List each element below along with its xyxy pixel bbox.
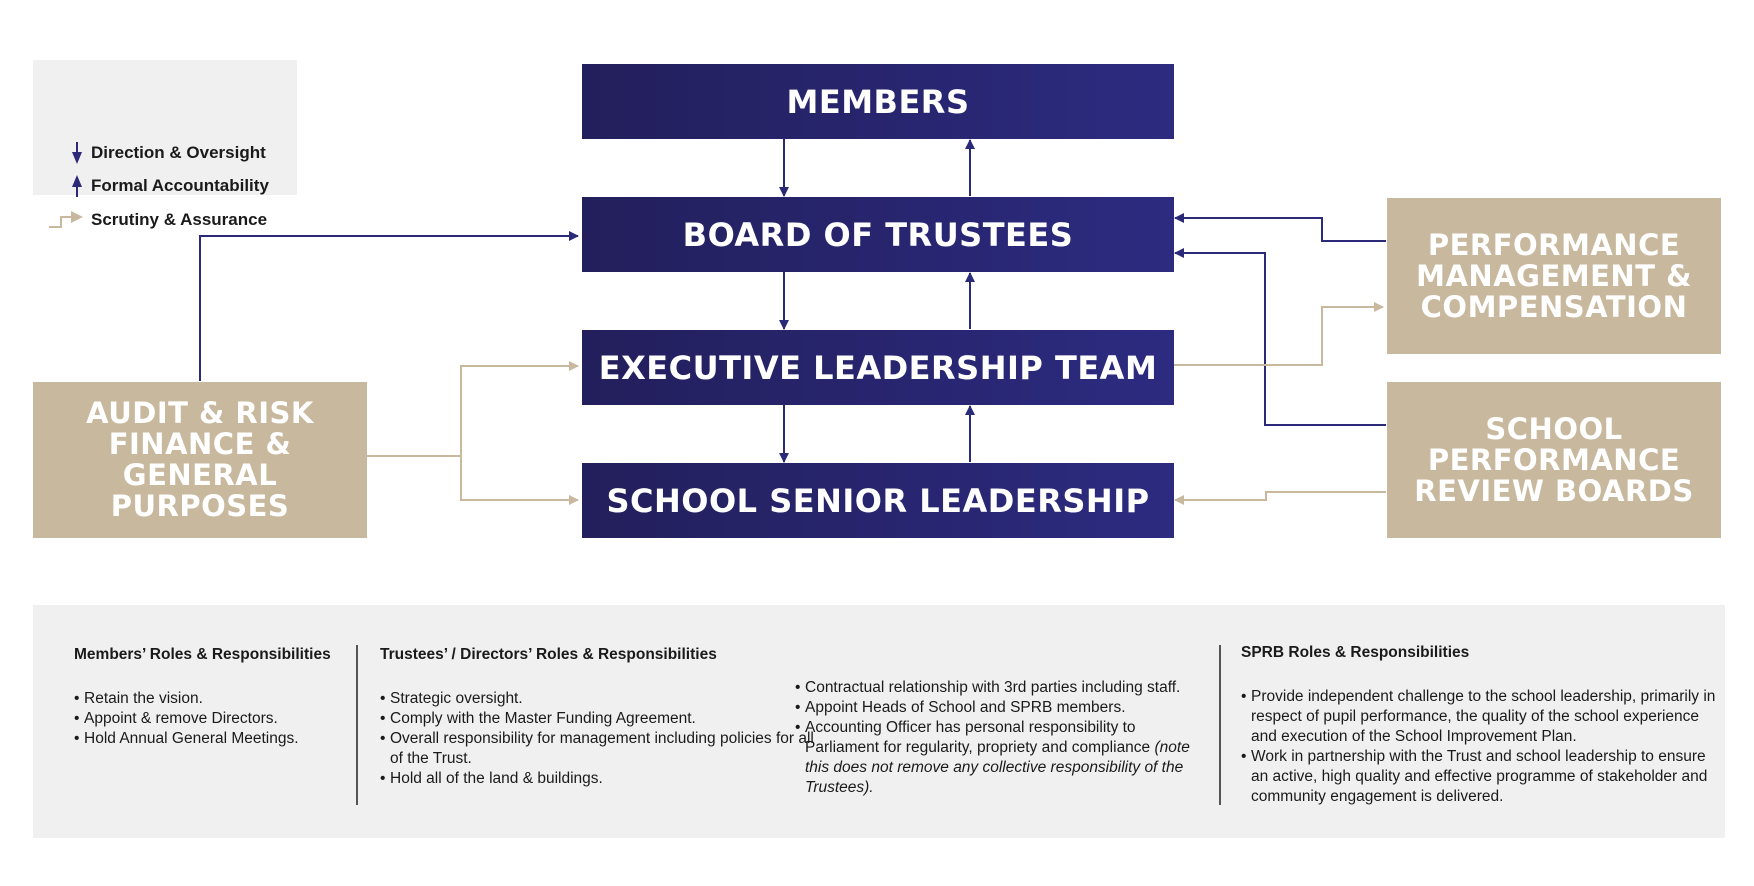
list-item: • Appoint Heads of School and SPRB members. [795, 698, 1205, 718]
trustees-roles-continued [795, 678, 1205, 798]
list-item: • Hold all of the land & buildings. [380, 769, 820, 789]
trustees-roles-title: Trustees’ / Directors’ Roles & Responsibilities [380, 646, 717, 663]
arrow-up-icon [47, 173, 87, 199]
members-roles [74, 645, 344, 749]
audit-to-elt-arrow [367, 366, 578, 456]
members-roles-title: Members’ Roles & Responsibilities [74, 646, 331, 663]
roles-panel [33, 605, 1725, 838]
audit-to-ssl-arrow [461, 456, 578, 500]
list-item: • Strategic oversight. [380, 689, 820, 709]
trustees-roles-list-right [795, 678, 1205, 798]
legend [33, 60, 297, 229]
legend-item-accountability [33, 174, 297, 198]
elt-label: EXECUTIVE LEADERSHIP TEAM [598, 348, 1158, 387]
sprb-to-trustees-arrow [1175, 253, 1386, 425]
members-box [582, 64, 1174, 139]
panel-divider [356, 645, 358, 805]
sprb-roles-title: SPRB Roles & Responsibilities [1241, 644, 1470, 661]
members-label: MEMBERS [786, 82, 970, 121]
trustees-box [582, 197, 1174, 272]
sprb-roles [1241, 643, 1716, 807]
legend-label-direction: Direction & Oversight [91, 143, 266, 162]
list-item: • Provide independent challenge to the school leadership, primarily in respect of pupil performance, the quality of the school experience and execution of the School Improvement Plan. [1241, 687, 1716, 747]
arrow-down-icon [47, 140, 87, 166]
sprb-to-ssl-arrow [1175, 492, 1386, 500]
trustees-roles-list-left [380, 689, 820, 789]
legend-item-scrutiny [33, 208, 297, 232]
legend-item-direction [33, 141, 297, 165]
sprb-roles-list [1241, 687, 1716, 807]
panel-divider [1219, 645, 1221, 805]
sprb-label: SCHOOL PERFORMANCE REVIEW BOARDS [1414, 411, 1694, 508]
trustees-label: BOARD OF TRUSTEES [682, 215, 1074, 254]
elt-to-perf-arrow [1172, 307, 1383, 365]
sprb-box [1387, 382, 1721, 538]
list-item: • Contractual relationship with 3rd parties including staff. [795, 678, 1205, 698]
accounting-officer-note: (note this does not remove any collective responsibility of the Trustees). [805, 739, 1190, 796]
list-item: • Hold Annual General Meetings. [74, 729, 344, 749]
ssl-label: SCHOOL SENIOR LEADERSHIP [606, 481, 1150, 520]
elt-box [582, 330, 1174, 405]
list-item: • Appoint & remove Directors. [74, 709, 344, 729]
list-item: • Work in partnership with the Trust and school leadership to ensure an active, high quality and effective programme of stakeholder and community engagement is delivered. [1241, 747, 1716, 807]
members-roles-list [74, 689, 344, 749]
accounting-officer-text: Accounting Officer has personal responsibility to Parliament for regularity, propriety and compliance [805, 719, 1151, 756]
perf-box [1387, 198, 1721, 354]
list-item [795, 718, 1205, 798]
list-item: • Comply with the Master Funding Agreement. [380, 709, 820, 729]
audit-label: AUDIT & RISK FINANCE & GENERAL PURPOSES [86, 396, 314, 523]
list-item: • Retain the vision. [74, 689, 344, 709]
legend-label-scrutiny: Scrutiny & Assurance [91, 210, 268, 229]
list-item: • Overall responsibility for management including policies for all of the Trust. [380, 729, 820, 769]
perf-to-trustees-arrow [1175, 218, 1386, 241]
audit-to-trustees-arrow [200, 236, 578, 381]
perf-label: PERFORMANCE MANAGEMENT & COMPENSATION [1416, 227, 1692, 324]
trustees-roles [380, 645, 820, 789]
ssl-box [582, 463, 1174, 538]
legend-label-accountability: Formal Accountability [91, 176, 269, 195]
step-arrow-icon [47, 205, 87, 231]
audit-box [33, 382, 367, 538]
